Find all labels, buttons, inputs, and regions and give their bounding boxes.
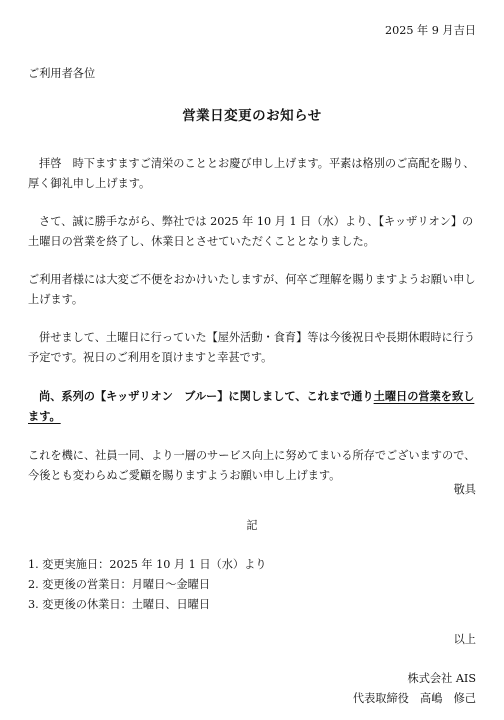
list-item-effective-date: 1. 変更実施日：2025 年 10 月 1 日（水）より (28, 558, 267, 571)
issue-date: 2025 年 9 月吉日 (384, 24, 476, 37)
addressee: ご利用者各位 (28, 67, 96, 80)
saturday-open-emphasis: 土曜日の営業を致します。 (28, 389, 475, 423)
paragraph-activities: 併せまして、土曜日に行っていた【屋外活動・食育】等は今後祝日や長期休暇時に行う予定です。祝日のご利用を頂けますと幸甚です。 (28, 331, 476, 364)
paragraph-closing: これを機に、社員一同、より一層のサービス向上に努めてまいる所存でございますので、今後とも変わらぬご愛顧を賜りますようお願い申し上げます。 (28, 449, 476, 482)
representative-name: 代表取締役 高嶋 修己 (352, 692, 476, 705)
paragraph-apology: ご利用者様には大変ご不便をおかけいたしますが、何卒ご理解を賜りますようお願い申し上げます。 (28, 273, 476, 306)
notes-heading: 記 (246, 519, 258, 532)
paragraph-greeting: 拝啓 時下ますますご清栄のこととお慶び申し上げます。平素は格別のご高配を賜り、厚く御礼申し上げます。 (28, 157, 475, 190)
paragraph-announcement: さて、誠に勝手ながら、弊社では 2025 年 10 月 1 日（水）より、【キッザリオン】の土曜日の営業を終了し、休業日とさせていただくこととなりました。 (28, 215, 474, 248)
change-details-list (28, 555, 266, 615)
end-mark: 以上 (453, 633, 476, 646)
closing-word: 敬具 (453, 483, 476, 496)
document-title: 営業日変更のお知らせ (182, 108, 322, 124)
sister-facility-text: 尚、系列の【キッザリオン ブルー】に関しまして、これまで通り (39, 389, 374, 403)
paragraph-sister-facility (28, 386, 478, 426)
list-item-closed-days: 3. 変更後の休業日：土曜日、日曜日 (28, 598, 211, 611)
company-name: 株式会社 AIS (407, 672, 476, 685)
list-item-business-days: 2. 変更後の営業日：月曜日～金曜日 (28, 578, 211, 591)
